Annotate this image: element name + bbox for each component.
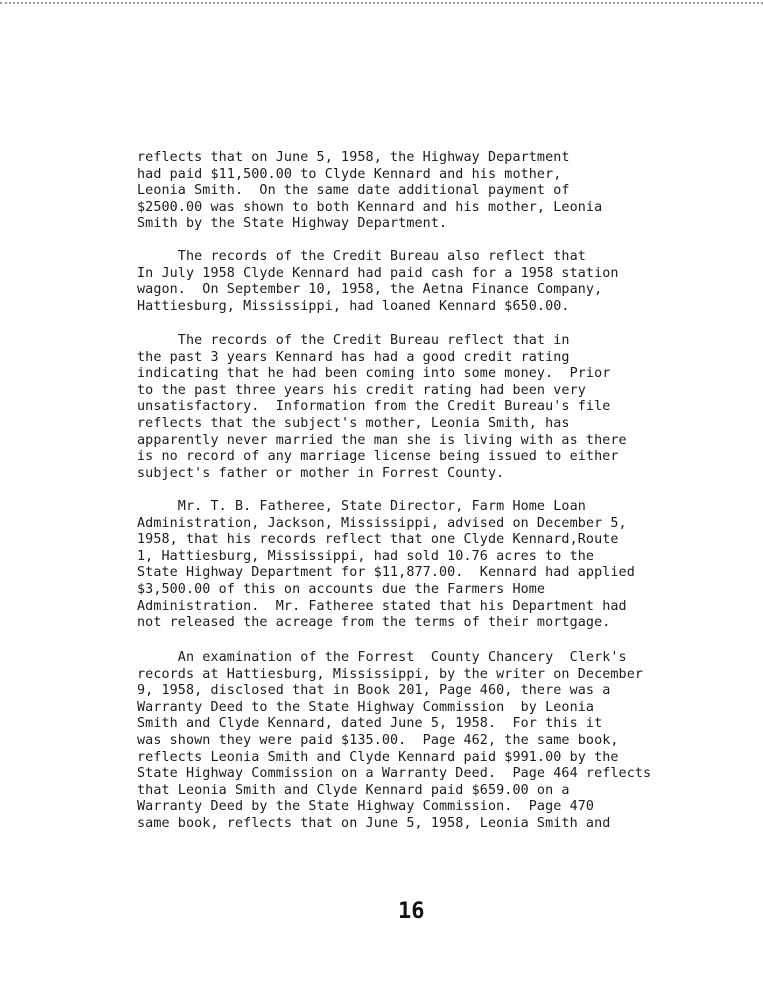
text-line: Warranty Deed by the State Highway Commission. Page 470 <box>137 799 595 815</box>
text-line: was shown they were paid $135.00. Page 462, the same book, <box>137 733 619 748</box>
text-line: reflects that on June 5, 1958, the Highway Department <box>137 150 570 165</box>
text-line: In July 1958 Clyde Kennard had paid cash for a 1958 station <box>137 265 619 281</box>
text-line: Smith by the State Highway Department. <box>137 216 448 232</box>
page-number: 16 <box>398 899 425 924</box>
text-line: had paid $11,500.00 to Clyde Kennard and his mother, <box>137 166 562 182</box>
text-line: wagon. On September 10, 1958, the Aetna Finance Company, <box>137 282 603 298</box>
text-line: 1958, that his records reflect that one Clyde Kennard,Route <box>137 532 619 548</box>
text-line: Administration, Jackson, Mississippi, advised on December 5, <box>137 515 627 531</box>
text-line: 1, Hattiesburg, Mississippi, had sold 10.76 acres to the <box>137 548 595 564</box>
text-line: apparently never married the man she is living with as there <box>137 432 627 448</box>
text-line: The records of the Credit Bureau also reflect that <box>137 249 586 264</box>
text-line: An examination of the Forrest County Chancery Clerk's <box>137 650 627 665</box>
text-line: subject's father or mother in Forrest County. <box>137 465 505 481</box>
text-line: is no record of any marriage license being issued to either <box>137 449 619 465</box>
text-line: Hattiesburg, Mississippi, had loaned Kennard $650.00. <box>137 298 570 314</box>
text-line: indicating that he had been coming into some money. Prior <box>137 366 611 382</box>
text-line: that Leonia Smith and Clyde Kennard paid $659.00 on a <box>137 782 570 798</box>
text-line: Smith and Clyde Kennard, dated June 5, 1958. For this it <box>137 716 603 732</box>
text-line: unsatisfactory. Information from the Credit Bureau's file <box>137 399 611 415</box>
text-line: State Highway Department for $11,877.00. Kennard had applied <box>137 565 635 581</box>
text-line: Administration. Mr. Fatheree stated that his Department had <box>137 598 627 614</box>
text-line: State Highway Commission on a Warranty Deed. Page 464 reflects <box>137 766 652 782</box>
text-line: not released the acreage from the terms of their mortgage. <box>137 615 611 631</box>
text-line: Warranty Deed to the State Highway Commission by Leonia <box>137 699 595 715</box>
text-line: $3,500.00 of this on accounts due the Farmers Home <box>137 582 546 597</box>
text-line: Mr. T. B. Fatheree, State Director, Farm Home Loan <box>137 499 586 514</box>
text-line: The records of the Credit Bureau reflect that in <box>137 333 570 348</box>
text-line: the past 3 years Kennard has had a good credit rating <box>137 349 570 365</box>
text-line: reflects that the subject's mother, Leonia Smith, has <box>137 416 570 431</box>
text-line: 9, 1958, disclosed that in Book 201, Page 460, there was a <box>137 683 611 699</box>
text-line: same book, reflects that on June 5, 1958, Leonia Smith and <box>137 816 611 831</box>
text-line: to the past three years his credit rating had been very <box>137 382 586 398</box>
text-line: $2500.00 was shown to both Kennard and his mother, Leonia <box>137 199 603 215</box>
text-line: reflects Leonia Smith and Clyde Kennard paid $991.00 by the <box>137 749 619 765</box>
text-line: records at Hattiesburg, Mississippi, by the writer on December <box>137 666 644 682</box>
text-line: Leonia Smith. On the same date additional payment of <box>137 183 570 199</box>
